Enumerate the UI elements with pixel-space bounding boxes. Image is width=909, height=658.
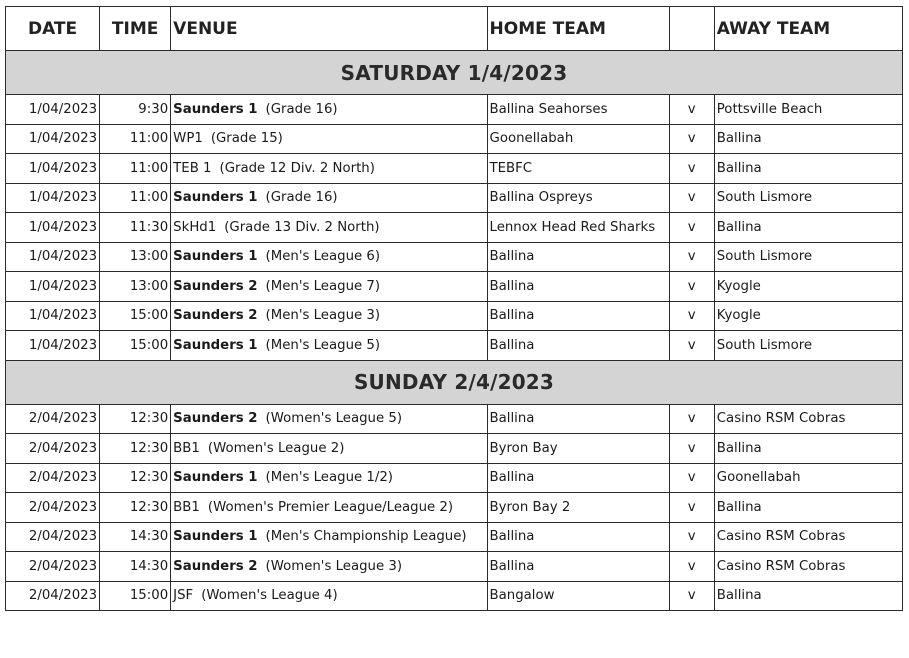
home-team: Ballina Ospreys [487,183,669,213]
match-grade: (Grade 15) [210,131,283,147]
away-team: Ballina [714,213,902,243]
table-row [6,154,903,184]
versus-marker: v [669,522,714,552]
match-time: 11:00 [100,124,171,154]
match-venue-cell [171,154,487,184]
away-team: South Lismore [714,242,902,272]
home-team: Ballina Seahorses [487,95,669,125]
column-header-away-team: AWAY TEAM [714,7,902,51]
home-team: Ballina [487,331,669,361]
versus-marker: v [669,95,714,125]
match-venue-cell [171,242,487,272]
match-venue-cell [171,581,487,611]
home-team: Ballina [487,301,669,331]
away-team: South Lismore [714,183,902,213]
away-team: Pottsville Beach [714,95,902,125]
versus-marker: v [669,213,714,243]
table-row [6,434,903,464]
versus-marker: v [669,404,714,434]
table-row [6,463,903,493]
match-time: 11:00 [100,183,171,213]
table-row [6,242,903,272]
home-team: TEBFC [487,154,669,184]
away-team: Casino RSM Cobras [714,522,902,552]
table-row [6,522,903,552]
home-team: Lennox Head Red Sharks [487,213,669,243]
home-team: Ballina [487,272,669,302]
match-date: 2/04/2023 [6,404,100,434]
day-heading: SATURDAY 1/4/2023 [6,51,903,95]
match-grade: (Men's Championship League) [265,529,467,545]
away-team: Ballina [714,493,902,523]
match-date: 2/04/2023 [6,522,100,552]
match-date: 1/04/2023 [6,301,100,331]
venue-name: Saunders 1 [173,529,258,545]
match-venue-cell [171,463,487,493]
match-venue-cell [171,493,487,523]
table-header [6,7,903,51]
away-team: Kyogle [714,301,902,331]
match-grade: (Men's League 3) [265,308,381,324]
match-date: 1/04/2023 [6,183,100,213]
match-venue-cell [171,331,487,361]
match-date: 1/04/2023 [6,154,100,184]
match-grade: (Women's League 3) [265,558,403,574]
column-header-versus [669,7,714,51]
venue-name: Saunders 1 [173,249,258,265]
match-date: 2/04/2023 [6,463,100,493]
home-team: Ballina [487,404,669,434]
column-header-time: TIME [100,7,171,51]
match-time: 14:30 [100,552,171,582]
header-row [6,7,903,51]
match-date: 1/04/2023 [6,272,100,302]
match-venue-cell [171,124,487,154]
table-row [6,552,903,582]
match-time: 15:00 [100,581,171,611]
fixtures-table [5,6,903,611]
versus-marker: v [669,301,714,331]
match-grade: (Men's League 5) [265,337,381,353]
match-grade: (Women's League 4) [201,588,338,604]
match-venue-cell [171,272,487,302]
versus-marker: v [669,124,714,154]
match-venue-cell [171,183,487,213]
match-time: 13:00 [100,272,171,302]
match-grade: (Women's Premier League/League 2) [207,499,454,515]
table-row [6,272,903,302]
table-row [6,493,903,523]
match-date: 2/04/2023 [6,493,100,523]
match-grade: (Men's League 6) [265,249,381,265]
home-team: Byron Bay 2 [487,493,669,523]
table-row [6,331,903,361]
match-time: 11:00 [100,154,171,184]
away-team: Ballina [714,124,902,154]
venue-name: Saunders 2 [173,308,258,324]
match-date: 1/04/2023 [6,242,100,272]
match-date: 2/04/2023 [6,434,100,464]
venue-name: Saunders 2 [173,278,258,294]
away-team: South Lismore [714,331,902,361]
table-row [6,124,903,154]
day-heading-row [6,51,903,95]
versus-marker: v [669,552,714,582]
table-row [6,95,903,125]
column-header-venue: VENUE [171,7,487,51]
match-venue-cell [171,404,487,434]
home-team: Ballina [487,242,669,272]
versus-marker: v [669,272,714,302]
table-row [6,404,903,434]
home-team: Ballina [487,552,669,582]
away-team: Kyogle [714,272,902,302]
match-date: 1/04/2023 [6,124,100,154]
versus-marker: v [669,183,714,213]
home-team: Ballina [487,463,669,493]
match-time: 9:30 [100,95,171,125]
versus-marker: v [669,493,714,523]
match-venue-cell [171,95,487,125]
versus-marker: v [669,581,714,611]
match-grade: (Grade 12 Div. 2 North) [219,160,375,176]
match-date: 1/04/2023 [6,331,100,361]
away-team: Casino RSM Cobras [714,552,902,582]
match-date: 1/04/2023 [6,95,100,125]
away-team: Ballina [714,434,902,464]
fixtures-body [6,51,903,611]
match-grade: (Men's League 7) [265,278,381,294]
match-time: 14:30 [100,522,171,552]
match-grade: (Women's League 5) [265,411,403,427]
venue-name: BB1 [173,499,200,515]
away-team: Casino RSM Cobras [714,404,902,434]
home-team: Ballina [487,522,669,552]
venue-name: WP1 [173,131,203,147]
table-row [6,183,903,213]
venue-name: Saunders 1 [173,190,258,206]
column-header-date: DATE [6,7,100,51]
home-team: Goonellabah [487,124,669,154]
venue-name: JSF [173,588,194,604]
match-time: 13:00 [100,242,171,272]
venue-name: Saunders 1 [173,337,258,353]
away-team: Ballina [714,154,902,184]
versus-marker: v [669,242,714,272]
venue-name: TEB 1 [173,160,212,176]
day-heading: SUNDAY 2/4/2023 [6,360,903,404]
match-date: 2/04/2023 [6,552,100,582]
venue-name: Saunders 2 [173,558,258,574]
column-header-home-team: HOME TEAM [487,7,669,51]
match-time: 12:30 [100,434,171,464]
venue-name: BB1 [173,440,200,456]
venue-name: Saunders 1 [173,470,258,486]
match-venue-cell [171,434,487,464]
home-team: Byron Bay [487,434,669,464]
table-row [6,301,903,331]
table-row [6,213,903,243]
away-team: Goonellabah [714,463,902,493]
match-venue-cell [171,213,487,243]
match-time: 12:30 [100,493,171,523]
match-date: 2/04/2023 [6,581,100,611]
match-grade: (Grade 16) [265,190,338,206]
match-time: 12:30 [100,463,171,493]
match-venue-cell [171,522,487,552]
away-team: Ballina [714,581,902,611]
versus-marker: v [669,154,714,184]
venue-name: SkHd1 [173,219,217,235]
match-grade: (Grade 13 Div. 2 North) [224,219,380,235]
match-time: 15:00 [100,331,171,361]
match-date: 1/04/2023 [6,213,100,243]
match-grade: (Men's League 1/2) [265,470,393,486]
versus-marker: v [669,331,714,361]
home-team: Bangalow [487,581,669,611]
match-grade: (Grade 16) [265,101,338,117]
versus-marker: v [669,434,714,464]
match-venue-cell [171,301,487,331]
day-heading-row [6,360,903,404]
match-time: 15:00 [100,301,171,331]
versus-marker: v [669,463,714,493]
venue-name: Saunders 2 [173,411,258,427]
match-venue-cell [171,552,487,582]
match-time: 12:30 [100,404,171,434]
match-grade: (Women's League 2) [207,440,345,456]
match-time: 11:30 [100,213,171,243]
table-row [6,581,903,611]
venue-name: Saunders 1 [173,101,258,117]
